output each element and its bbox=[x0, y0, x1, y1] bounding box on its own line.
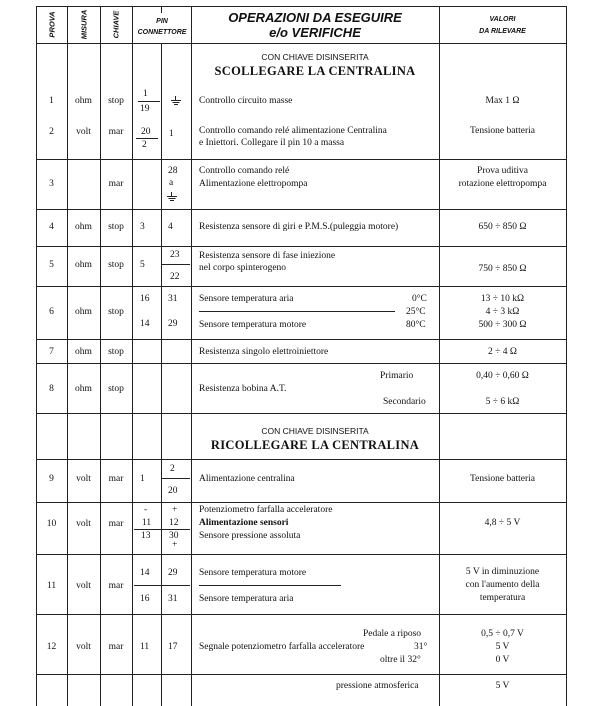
row10-pin-a-sign: - bbox=[144, 505, 148, 515]
row12-desc: Segnale potenziometro farfalla acceleratore bbox=[199, 642, 365, 652]
row6-misura: ohm bbox=[75, 307, 92, 317]
row1-pin-a2: 19 bbox=[140, 104, 150, 114]
row7-desc: Resistenza singolo elettroiniettore bbox=[199, 347, 329, 357]
row12-pin-b: 17 bbox=[168, 642, 178, 652]
row6-valore2: 4 ÷ 3 kΩ bbox=[485, 307, 520, 317]
row8-chiave: stop bbox=[108, 384, 124, 394]
row3-prova: 3 bbox=[49, 179, 54, 189]
row6-prova: 6 bbox=[49, 307, 54, 317]
row9-chiave: mar bbox=[108, 474, 124, 484]
row6-valore1: 13 ÷ 10 kΩ bbox=[480, 294, 525, 304]
row3-desc2: Alimentazione elettropompa bbox=[199, 179, 308, 189]
row10-pin-b: 12 bbox=[169, 518, 179, 528]
row12-misura: volt bbox=[76, 642, 91, 652]
section2-subtitle: CON CHIAVE DISINSERITA bbox=[261, 426, 369, 436]
row3-valore1: Prova uditiva bbox=[477, 166, 528, 176]
row3-chiave: mar bbox=[108, 179, 124, 189]
row2-misura: volt bbox=[76, 127, 91, 137]
row10-valore: 4,8 ÷ 5 V bbox=[484, 518, 521, 528]
row13-valore1: 5 V bbox=[495, 681, 510, 691]
row9-pin-a: 1 bbox=[140, 474, 145, 484]
row7-misura: ohm bbox=[75, 347, 92, 357]
row1-prova: 1 bbox=[49, 96, 54, 106]
ground-icon bbox=[171, 96, 181, 106]
row11-valore1: 5 V in diminuzione bbox=[465, 567, 540, 577]
row2-valore: Tensione batteria bbox=[469, 126, 535, 136]
row6-valore3: 500 ÷ 300 Ω bbox=[478, 320, 527, 330]
row8-prova: 8 bbox=[49, 384, 54, 394]
row3-pin-b2: a bbox=[169, 178, 174, 188]
row6-chiave: stop bbox=[108, 307, 124, 317]
row9-desc: Alimentazione centralina bbox=[199, 474, 295, 484]
row12-oltre: oltre il 32° bbox=[380, 655, 421, 665]
row4-pin-a: 3 bbox=[140, 222, 145, 232]
row7-chiave: stop bbox=[108, 347, 124, 357]
row10-desc3: Sensore pressione assoluta bbox=[199, 531, 301, 541]
row1-chiave: stop bbox=[108, 96, 124, 106]
row2-desc2: e Iniettori. Collegare il pin 10 a massa bbox=[199, 138, 345, 148]
row10-desc2: Alimentazione sensori bbox=[199, 518, 289, 528]
row6-pin-b: 31 bbox=[168, 294, 178, 304]
row4-valore: 650 ÷ 850 Ω bbox=[478, 222, 527, 232]
row10-pin-b3: + bbox=[172, 540, 178, 550]
row8-valore2: 5 ÷ 6 kΩ bbox=[485, 397, 520, 407]
row4-misura: ohm bbox=[75, 222, 92, 232]
row10-prova: 10 bbox=[46, 519, 57, 529]
row6-pin-b2: 29 bbox=[168, 319, 178, 329]
header-operazioni: OPERAZIONI DA ESEGUIRE e/o VERIFICHE bbox=[228, 10, 402, 40]
row11-misura: volt bbox=[76, 581, 91, 591]
row3-valore2: rotazione elettropompa bbox=[458, 179, 547, 189]
test-table bbox=[36, 6, 566, 706]
row2-pin-a: 20 bbox=[141, 127, 151, 137]
row9-pin-b: 2 bbox=[170, 464, 175, 474]
row4-chiave: stop bbox=[108, 222, 124, 232]
row4-prova: 4 bbox=[49, 222, 54, 232]
row10-pin-a2: 13 bbox=[141, 531, 151, 541]
row10-pin-b-sign: + bbox=[172, 505, 178, 515]
row4-desc: Resistenza sensore di giri e P.M.S.(puleggia motore) bbox=[199, 222, 399, 232]
row6-temp1: 0°C bbox=[412, 294, 427, 304]
row1-desc: Controllo circuito masse bbox=[199, 96, 293, 106]
row10-pin-a: 11 bbox=[142, 518, 152, 528]
row5-desc2: nel corpo spinterogeno bbox=[199, 263, 287, 273]
row1-pin-a: 1 bbox=[143, 89, 148, 99]
row12-valore2: 5 V bbox=[495, 642, 510, 652]
row3-pin-b: 28 bbox=[168, 166, 178, 176]
row5-chiave: stop bbox=[108, 260, 124, 270]
row2-desc1: Controllo comando relé alimentazione Centralina bbox=[199, 126, 387, 136]
row7-valore: 2 ÷ 4 Ω bbox=[488, 347, 517, 357]
row6-pin-a: 16 bbox=[140, 294, 150, 304]
row6-temp3: 80°C bbox=[406, 320, 426, 330]
row12-valore1: 0,5 ÷ 0,7 V bbox=[481, 629, 524, 639]
row9-valore: Tensione batteria bbox=[469, 474, 535, 484]
row10-misura: volt bbox=[76, 519, 91, 529]
ground-icon bbox=[167, 192, 177, 202]
row10-pin-b2: 30 bbox=[169, 531, 179, 541]
row6-pin-a2: 14 bbox=[140, 319, 150, 329]
row3-desc1: Controllo comando relé bbox=[199, 166, 290, 176]
row9-prova: 9 bbox=[49, 474, 54, 484]
row11-valore2: con l'aumento della bbox=[465, 580, 540, 590]
row12-pedale: Pedale a riposo bbox=[363, 629, 422, 639]
row8-misura: ohm bbox=[75, 384, 92, 394]
row1-valore: Max 1 Ω bbox=[485, 96, 520, 106]
header-chiave: CHIAVE bbox=[111, 10, 121, 39]
section2-title: RICOLLEGARE LA CENTRALINA bbox=[210, 438, 420, 452]
row8-primario: Primario bbox=[380, 371, 414, 381]
row5-misura: ohm bbox=[75, 260, 92, 270]
header-pin: PIN CONNETTORE bbox=[137, 18, 187, 36]
section1-title: SCOLLEGARE LA CENTRALINA bbox=[214, 64, 416, 78]
row1-misura: ohm bbox=[75, 96, 92, 106]
header-valori: VALORI DA RILEVARE bbox=[479, 16, 526, 35]
row11-desc2: Sensore temperatura aria bbox=[199, 594, 294, 604]
row12-pin-a: 11 bbox=[140, 642, 150, 652]
row4-pin-b: 4 bbox=[168, 222, 173, 232]
row8-secondario: Secondario bbox=[383, 397, 426, 407]
row6-desc2: Sensore temperatura motore bbox=[199, 320, 307, 330]
row5-valore: 750 ÷ 850 Ω bbox=[478, 264, 527, 274]
row10-chiave: mar bbox=[108, 519, 124, 529]
row6-desc1: Sensore temperatura aria bbox=[199, 294, 294, 304]
row11-desc1: Sensore temperatura motore bbox=[199, 568, 307, 578]
header-prova: PROVA bbox=[47, 11, 57, 38]
row10-desc1: Potenziometro farfalla acceleratore bbox=[199, 505, 333, 515]
row8-valore1: 0,40 ÷ 0,60 Ω bbox=[476, 371, 529, 381]
row7-prova: 7 bbox=[49, 347, 54, 357]
row5-pin-b: 23 bbox=[170, 250, 180, 260]
row11-pin-b2: 31 bbox=[168, 594, 178, 604]
row5-prova: 5 bbox=[49, 260, 54, 270]
row11-prova: 11 bbox=[46, 581, 57, 591]
header-misura: MISURA bbox=[79, 9, 89, 40]
row5-pin-a: 5 bbox=[140, 260, 145, 270]
row5-pin-b2: 22 bbox=[170, 272, 180, 282]
row11-chiave: mar bbox=[108, 581, 124, 591]
row11-valore3: temperatura bbox=[479, 593, 526, 603]
row13-pressione: pressione atmosferica bbox=[336, 681, 419, 691]
row8-desc: Resistenza bobina A.T. bbox=[199, 384, 287, 394]
row2-prova: 2 bbox=[49, 127, 54, 137]
row5-desc1: Resistenza sensore di fase iniezione bbox=[199, 251, 336, 261]
row11-pin-a2: 16 bbox=[140, 594, 150, 604]
row9-pin-b2: 20 bbox=[168, 486, 178, 496]
row12-angle: 31° bbox=[414, 642, 428, 652]
row2-pin-b: 1 bbox=[169, 129, 174, 139]
row11-pin-a: 14 bbox=[140, 568, 150, 578]
section1-subtitle: CON CHIAVE DISINSERITA bbox=[261, 52, 369, 62]
row12-valore3: 0 V bbox=[495, 655, 510, 665]
row11-pin-b: 29 bbox=[168, 568, 178, 578]
row2-chiave: mar bbox=[108, 127, 124, 137]
row2-pin-a2: 2 bbox=[142, 140, 147, 150]
row12-prova: 12 bbox=[46, 642, 57, 652]
row12-chiave: mar bbox=[108, 642, 124, 652]
row9-misura: volt bbox=[76, 474, 91, 484]
row6-temp2: 25°C bbox=[406, 307, 426, 317]
